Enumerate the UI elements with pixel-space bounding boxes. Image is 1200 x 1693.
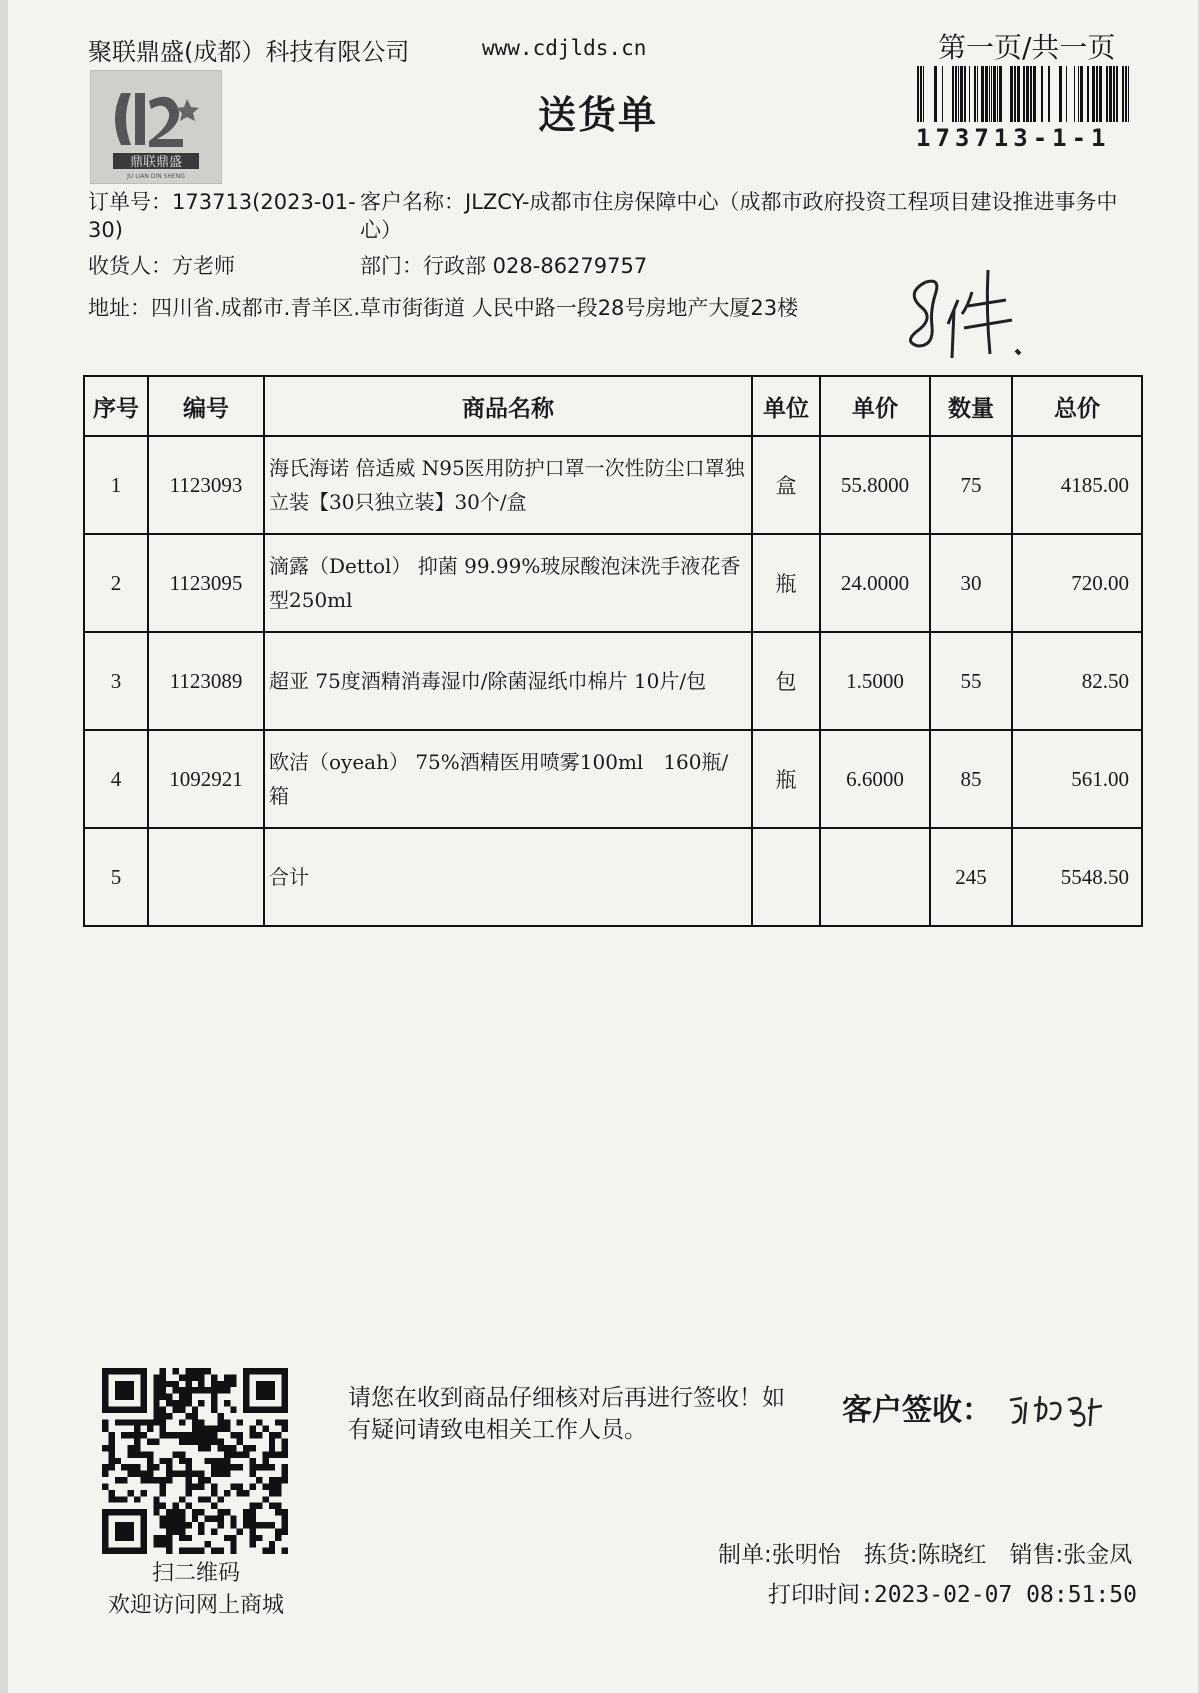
cell-total-quantity: 245 (930, 828, 1012, 926)
cell-total-price: 4185.00 (1012, 436, 1142, 534)
cell-total-label: 合计 (264, 828, 752, 926)
barcode-number: 173713-1-1 (916, 124, 1111, 152)
customer-name-label: 客户名称： (360, 190, 465, 214)
header-unit-price: 单价 (820, 376, 930, 436)
cell-unit-price: 55.8000 (820, 436, 930, 534)
cell-quantity: 75 (930, 436, 1012, 534)
customer-signature (1004, 1378, 1114, 1433)
cell-unit: 盒 (752, 436, 820, 534)
department-field (360, 252, 647, 280)
cell-unit (752, 828, 820, 926)
recipient-value: 方老师 (172, 254, 235, 278)
header-unit: 单位 (752, 376, 820, 436)
cell-quantity: 55 (930, 632, 1012, 730)
order-number-field (88, 188, 358, 244)
company-logo (90, 70, 222, 184)
cell-product-name: 超亚 75度酒精消毒湿巾/除菌湿纸巾棉片 10片/包 (264, 632, 752, 730)
cell-total-price: 720.00 (1012, 534, 1142, 632)
qr-caption-line-1: 扫二维码 (151, 1561, 240, 1586)
customer-name-value: JLZCY-成都市住房保障中心（成都市政府投资工程项目建设推进事务中心） (360, 190, 1118, 242)
verification-notice: 请您在收到商品仔细核对后再进行签收！如有疑问请致电相关工作人员。 (348, 1385, 785, 1443)
barcode (913, 66, 1135, 122)
table-row (84, 730, 1142, 828)
address-label: 地址： (88, 296, 151, 320)
recipient-field (88, 252, 235, 280)
cell-product-name: 欧洁（oyeah） 75%酒精医用喷雾100ml 160瓶/箱 (264, 730, 752, 828)
items-table (83, 375, 1143, 927)
department-label: 部门： (360, 254, 423, 278)
table-header-row (84, 376, 1142, 436)
logo-mark-icon (91, 71, 221, 183)
cell-code: 1092921 (148, 730, 264, 828)
header-code: 编号 (148, 376, 264, 436)
cell-grand-total: 5548.50 (1012, 828, 1142, 926)
document-title: 送货单 (538, 92, 659, 137)
print-time: 打印时间:2023-02-07 08:51:50 (768, 1582, 1137, 1608)
order-number-value: 173713(2023-01-30) (88, 190, 356, 242)
cell-seq: 3 (84, 632, 148, 730)
header-quantity: 数量 (930, 376, 1012, 436)
cell-quantity: 30 (930, 534, 1012, 632)
company-website: www.cdjlds.cn (482, 36, 647, 60)
cell-seq: 4 (84, 730, 148, 828)
cell-product-name: 海氏海诺 倍适威 N95医用防护口罩一次性防尘口罩独立装【30只独立装】30个/盒 (264, 436, 752, 534)
cell-total-price: 82.50 (1012, 632, 1142, 730)
cell-unit-price (820, 828, 930, 926)
cell-quantity: 85 (930, 730, 1012, 828)
address-value: 四川省.成都市.青羊区.草市街街道 人民中路一段28号房地产大厦23楼 (151, 296, 799, 320)
header-seq: 序号 (84, 376, 148, 436)
department-value: 行政部 028-86279757 (423, 254, 648, 278)
header-total-price: 总价 (1012, 376, 1142, 436)
cell-unit-price: 1.5000 (820, 632, 930, 730)
cell-code: 1123089 (148, 632, 264, 730)
cell-unit: 瓶 (752, 730, 820, 828)
staff-line: 制单:张明怡 拣货:陈晓红 销售:张金凤 (718, 1542, 1133, 1568)
cell-seq: 5 (84, 828, 148, 926)
svg-text:JU LIAN DIN SHENG: JU LIAN DIN SHENG (127, 173, 185, 180)
cell-code (148, 828, 264, 926)
header-product-name: 商品名称 (264, 376, 752, 436)
svg-text:鼎联鼎盛: 鼎联鼎盛 (129, 155, 183, 170)
cell-seq: 1 (84, 436, 148, 534)
customer-signature-label: 客户签收： (842, 1393, 992, 1428)
table-total-row (84, 828, 1142, 926)
cell-unit-price: 24.0000 (820, 534, 930, 632)
cell-code: 1123093 (148, 436, 264, 534)
cell-seq: 2 (84, 534, 148, 632)
qr-caption-line-2: 欢迎访问网上商城 (107, 1593, 284, 1618)
cell-unit: 包 (752, 632, 820, 730)
delivery-note-paper (8, 0, 1198, 1693)
table-row (84, 632, 1142, 730)
cell-unit-price: 6.6000 (820, 730, 930, 828)
page-indicator: 第一页/共一页 (938, 31, 1116, 64)
qr-caption (88, 1558, 304, 1622)
handwritten-count-note (896, 262, 1046, 362)
customer-name-field (360, 188, 1140, 244)
cell-unit: 瓶 (752, 534, 820, 632)
cell-code: 1123095 (148, 534, 264, 632)
address-field (88, 294, 798, 322)
table-row (84, 436, 1142, 534)
cell-product-name: 滴露（Dettol） 抑菌 99.99%玻尿酸泡沫洗手液花香型250ml (264, 534, 752, 632)
company-name: 聚联鼎盛(成都）科技有限公司 (88, 38, 410, 66)
qr-code-icon (102, 1368, 288, 1554)
recipient-label: 收货人： (88, 254, 172, 278)
cell-total-price: 561.00 (1012, 730, 1142, 828)
order-number-label: 订单号： (88, 190, 172, 214)
table-row (84, 534, 1142, 632)
